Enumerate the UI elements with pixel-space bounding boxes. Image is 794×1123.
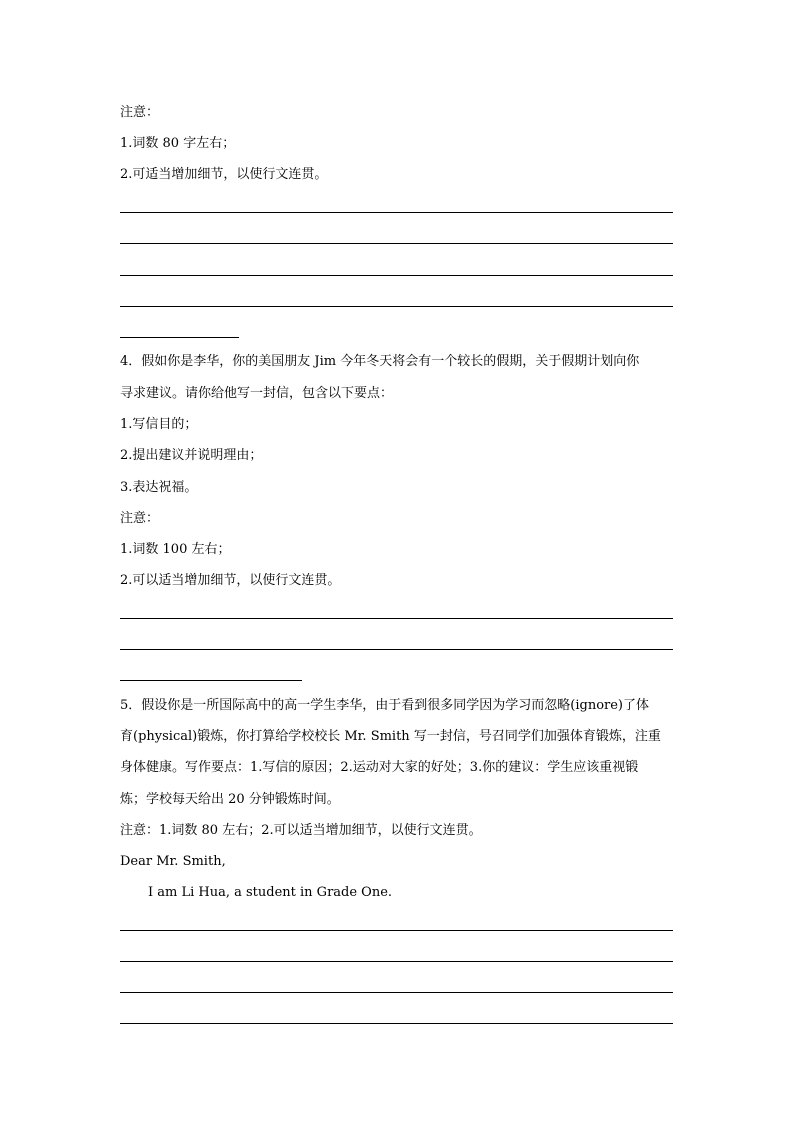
answer-line <box>120 930 673 931</box>
answer-line <box>120 306 673 307</box>
letter-opening: I am Li Hua, a student in Grade One. <box>148 885 393 900</box>
key-point: 1.写信目的； <box>120 417 198 432</box>
answer-line <box>120 243 673 244</box>
letter-salutation: Dear Mr. Smith, <box>120 854 226 869</box>
answer-line <box>120 212 673 213</box>
answer-line <box>120 337 239 338</box>
answer-line <box>120 649 673 650</box>
question-prompt: 5．假设你是一所国际高中的高一学生李华，由于看到很多同学因为学习而忽略(ignore)了体 <box>120 698 650 713</box>
note-item: 1.词数 100 左右； <box>120 542 231 557</box>
answer-line <box>120 680 302 681</box>
question-prompt: 身体健康。写作要点：1.写信的原因；2.运动对大家的好处；3.你的建议：学生应该重视锻 <box>120 760 639 775</box>
question-prompt: 4．假如你是李华，你的美国朋友 Jim 今年冬天将会有一个较长的假期，关于假期计划向你 <box>120 354 640 369</box>
answer-line <box>120 961 673 962</box>
key-point: 2.提出建议并说明理由； <box>120 448 263 463</box>
answer-line <box>120 618 673 619</box>
answer-line <box>120 1023 673 1024</box>
key-point: 3.表达祝福。 <box>120 480 198 495</box>
note-heading: 注意： <box>120 511 160 526</box>
question-prompt: 育(physical)锻炼，你打算给学校校长 Mr. Smith 写一封信，号召同学们加强体育锻炼，注重 <box>120 729 661 744</box>
answer-line <box>120 992 673 993</box>
question-prompt: 寻求建议。请你给他写一封信，包含以下要点： <box>120 386 394 401</box>
note-item: 2.可适当增加细节，以使行文连贯。 <box>120 167 328 182</box>
note-item: 1.词数 80 字左右； <box>120 136 236 151</box>
note-heading: 注意： <box>120 105 160 120</box>
question-prompt: 炼；学校每天给出 20 分钟锻炼时间。 <box>120 792 340 807</box>
note-item: 2.可以适当增加细节，以使行文连贯。 <box>120 573 341 588</box>
answer-line <box>120 275 673 276</box>
note-item: 注意：1.词数 80 左右；2.可以适当增加细节，以使行文连贯。 <box>120 823 482 838</box>
